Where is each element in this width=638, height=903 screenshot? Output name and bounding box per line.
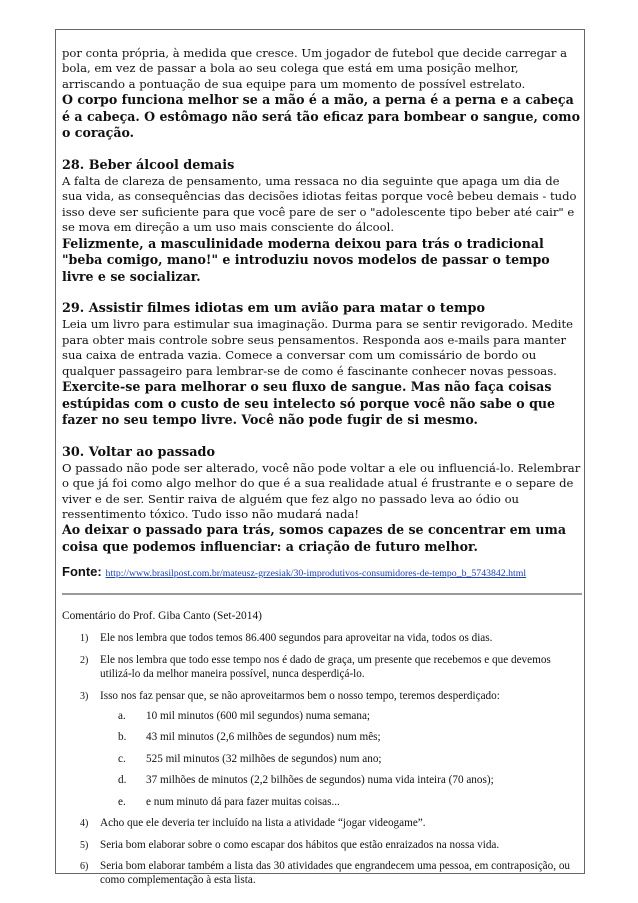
source-label: Fonte: bbox=[62, 563, 102, 579]
sub-list-item bbox=[100, 709, 582, 723]
sub-list-letter: b. bbox=[118, 731, 127, 744]
list-number: 3) bbox=[80, 690, 89, 702]
document-content bbox=[62, 46, 582, 895]
sub-list-item bbox=[100, 773, 582, 787]
intro-bold-paragraph: O corpo funciona melhor se a mão é a mão, a perna é a perna e a cabeça é a cabeça. O estômago não será tão eficaz para bombear o sangue, como o coração. bbox=[62, 92, 581, 141]
sub-list-text: 43 mil minutos (2,6 milhões de segundos) num mês; bbox=[146, 731, 381, 744]
sub-list-item bbox=[100, 730, 582, 744]
section-bold-text: Felizmente, a masculinidade moderna deixou para trás o tradicional "beba comigo, mano!" e introduziu novos modelos de passar o tempo livre e se socializar. bbox=[62, 235, 550, 284]
list-number: 6) bbox=[80, 860, 89, 872]
list-number: 2) bbox=[80, 654, 89, 666]
sub-list-text: 37 milhões de minutos (2,2 bilhões de segundos) numa vida inteira (70 anos); bbox=[146, 774, 494, 787]
list-item bbox=[62, 816, 582, 830]
list-item-text: Seria bom elaborar também a lista das 30 atividades que engrandecem uma pessoa, em contraposição, ou como complementação à esta lista. bbox=[100, 859, 571, 887]
comment-block bbox=[62, 609, 582, 888]
sub-list-letter: e. bbox=[118, 795, 126, 808]
sub-list-text: e num minuto dá para fazer muitas coisas... bbox=[146, 795, 340, 808]
sub-list-letter: c. bbox=[118, 752, 126, 765]
list-item bbox=[62, 689, 582, 809]
list-item bbox=[62, 631, 582, 645]
horizontal-divider bbox=[62, 593, 582, 595]
list-item bbox=[62, 859, 582, 888]
comment-title: Comentário do Prof. Giba Canto (Set-2014) bbox=[62, 610, 262, 623]
section-body: Leia um livro para estimular sua imaginação. Durma para se sentir revigorado. Medite para obter mais controle sobre seus pensamentos. Responda aos e-mails para manter sua caixa de entrada vazia. Comece a conversar com um comissário de bordo ou qualquer passageiro para lembrar-se de como é fascinante conhecer novas pessoas. bbox=[62, 317, 574, 378]
source-line bbox=[62, 564, 582, 581]
intro-paragraph: por conta própria, à medida que cresce. Um jogador de futebol que decide carregar a bola, em vez de passar a bola ao seu colega que está em uma posição melhor, arriscando a pontuação de sua equipe para um momento de possível estrelato. bbox=[62, 46, 568, 91]
list-item bbox=[62, 653, 582, 682]
list-item-text: Ele nos lembra que todos temos 86.400 segundos para aproveitar na vida, todos os dias. bbox=[100, 632, 493, 645]
sub-list-text: 10 mil minutos (600 mil segundos) numa semana; bbox=[146, 710, 371, 723]
section-title: 28. Beber álcool demais bbox=[62, 158, 235, 173]
sub-list-item bbox=[100, 795, 582, 809]
section-title: 30. Voltar ao passado bbox=[62, 444, 215, 460]
list-item-text: Isso nos faz pensar que, se não aproveitarmos bem o nosso tempo, teremos desperdiçado: bbox=[100, 689, 500, 702]
list-item-text: Seria bom elaborar sobre o como escapar dos hábitos que estão enraizados na nossa vida. bbox=[100, 838, 500, 851]
section-bold-text: Exercite-se para melhorar o seu fluxo de sangue. Mas não faça coisas estúpidas com o custo de seu intelecto só porque você não sabe o que fazer no seu tempo livre. Você não pode fugir de si mesmo. bbox=[62, 379, 556, 428]
list-number: 4) bbox=[80, 818, 89, 830]
comment-list bbox=[62, 631, 582, 887]
list-number: 1) bbox=[80, 633, 89, 645]
sub-list-text: 525 mil minutos (32 milhões de segundos) num ano; bbox=[146, 752, 382, 765]
list-item-text: Ele nos lembra que todo esse tempo nos é dado de graça, um presente que recebemos e que devemos utilizá-lo da melhor maneira possível, nunca desperdiçá-lo. bbox=[100, 653, 551, 681]
source-link[interactable]: http://www.brasilpost.com.br/mateusz-grzesiak/30-improdutivos-consumidores-de-tempo_b_5743842.html bbox=[105, 567, 527, 579]
section-bold-text: Ao deixar o passado para trás, somos capazes de se concentrar em uma coisa que podemos influenciar: a criação de futuro melhor. bbox=[62, 522, 567, 555]
list-item-text: Acho que ele deveria ter incluído na lista a atividade “jogar videogame”. bbox=[100, 817, 426, 830]
section-body: O passado não pode ser alterado, você não pode voltar a ele ou influenciá-lo. Relembrar o que já foi como algo melhor do que é a sua realidade atual é frustrante e o separe de viver e de ser. Sentir raiva de alguém que fez algo no passado leva ao ódio ou ressentimento tóxico. Tudo isso não mudará nada! bbox=[62, 460, 581, 522]
list-number: 5) bbox=[80, 839, 89, 851]
sub-list bbox=[100, 709, 582, 809]
sub-list-item bbox=[100, 752, 582, 766]
section-body: A falta de clareza de pensamento, uma ressaca no dia seguinte que apaga um dia de sua vida, as consequências das decisões idiotas feitas porque você bebeu demais - tudo isso deve ser suficiente para que você pare de ser o "adolescente tipo beber até cair" e se mova em direção a um uso mais consciente do álcool. bbox=[62, 174, 577, 235]
list-item bbox=[62, 838, 582, 852]
section-title: 29. Assistir filmes idiotas em um avião para matar o tempo bbox=[62, 301, 486, 317]
sub-list-letter: a. bbox=[118, 710, 126, 723]
sub-list-letter: d. bbox=[118, 774, 127, 787]
